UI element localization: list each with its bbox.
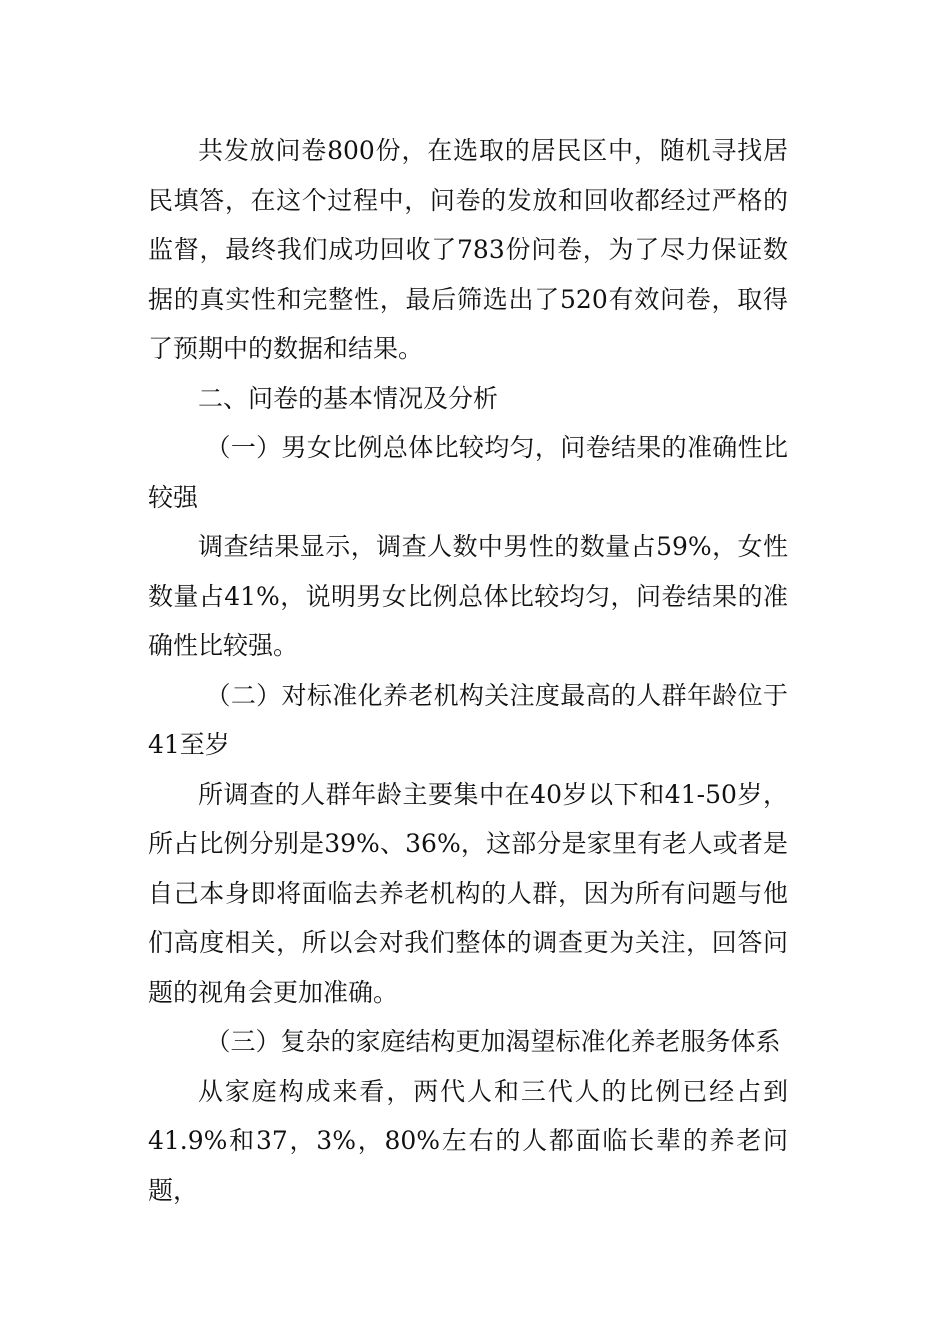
subheading-age-group: （二）对标准化养老机构关注度最高的人群年龄位于41至岁 bbox=[148, 680, 788, 759]
paragraph-family-structure: 从家庭构成来看，两代人和三代人的比例已经占到41.9%和37，3%，80%左右的人都面临长辈的养老问题， bbox=[148, 1076, 788, 1205]
document-body bbox=[148, 126, 788, 1215]
paragraph-gender-ratio: 调查结果显示，调查人数中男性的数量占59%，女性数量占41%，说明男女比例总体比较均匀，问卷结果的准确性比较强。 bbox=[148, 532, 788, 660]
paragraph-age-group: 所调查的人群年龄主要集中在40岁以下和41-50岁，所占比例分别是39%、36%，这部分是家里有老人或者是自己本身即将面临去养老机构的人群，因为所有问题与他们高度相关，所以会对我们整体的调查更为关注，回答问题的视角会更加准确。 bbox=[148, 779, 788, 1007]
section-heading-questionnaire-analysis: 二、问卷的基本情况及分析 bbox=[198, 383, 499, 413]
subheading-family-structure: （三）复杂的家庭结构更加渴望标准化养老服务体系 bbox=[205, 1027, 781, 1056]
paragraph-survey-distribution: 共发放问卷800份，在选取的居民区中，随机寻找居民填答，在这个过程中，问卷的发放和回收都经过严格的监督，最终我们成功回收了783份问卷，为了尽力保证数据的真实性和完整性，最后筛选出了520有效问卷，取得了预期中的数据和结果。 bbox=[148, 136, 788, 363]
subheading-gender-ratio: （一）男女比例总体比较均匀，问卷结果的准确性比较强 bbox=[148, 433, 788, 512]
